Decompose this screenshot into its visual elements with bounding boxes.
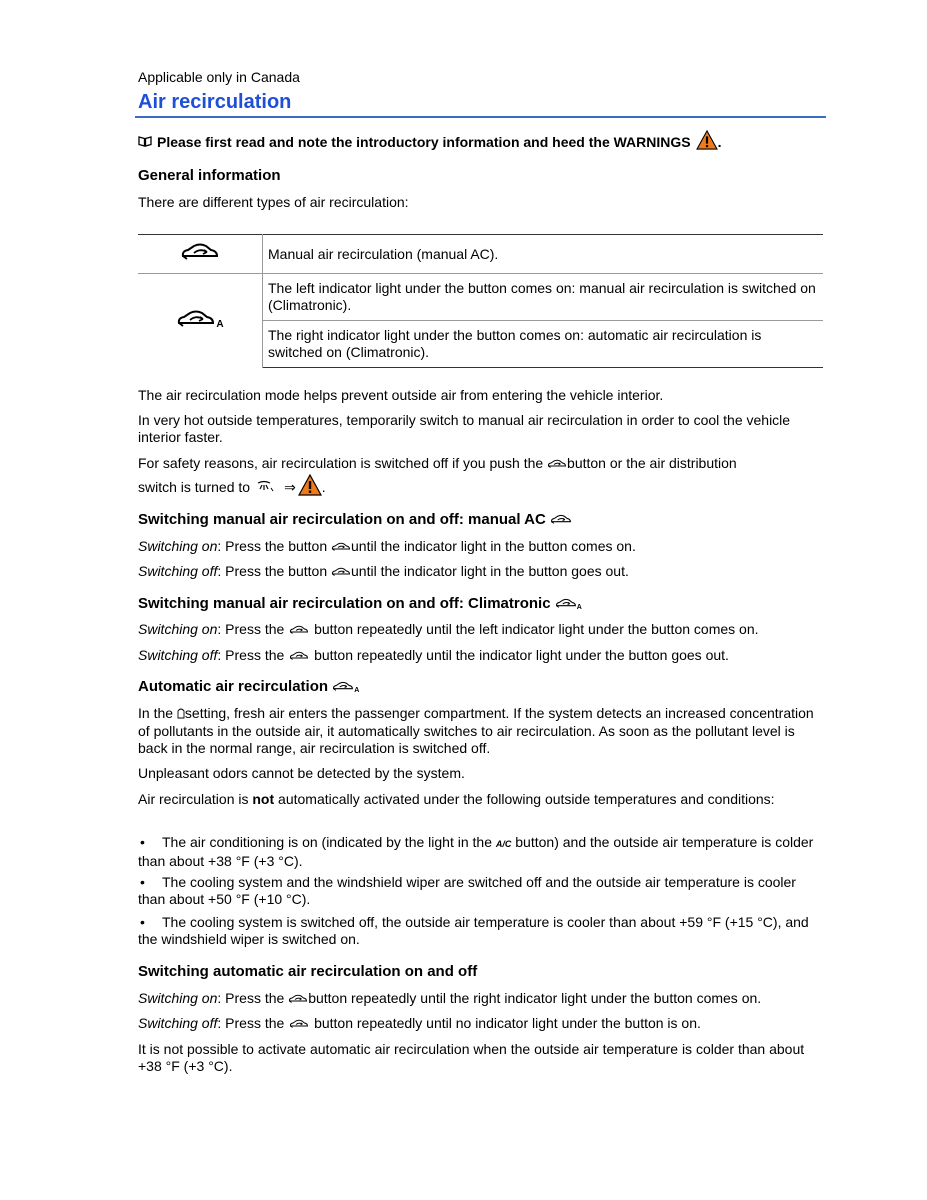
bullet: • (140, 834, 145, 850)
auto-setting-icon (177, 706, 185, 723)
table-icon-cell (138, 235, 263, 274)
text-run: For safety reasons, air recirculation is switched off if you push the (138, 455, 544, 471)
page-title: Air recirculation (138, 91, 292, 113)
text-run: : Press the (217, 647, 285, 663)
recirculation-types-table (138, 234, 823, 368)
text-run: . (321, 478, 326, 495)
recirculation-car-icon (331, 539, 351, 556)
text-run: button) and the outside air temperature is colder than about +38 °F (+3 °C). (138, 834, 814, 869)
list-item (138, 834, 823, 870)
recirculation-car-icon (550, 512, 572, 529)
text-run: : Press the button (217, 538, 328, 554)
manual-ac-heading (138, 511, 572, 529)
title-underline (135, 116, 826, 118)
general-info-intro: There are different types of air recirculation: (138, 194, 409, 210)
text-run: setting, fresh air enters the passenger compartment. If the system detects an increased concentration of pollutants in the outside air, it automatically switches to air recirculation. As soon as the pollutant level is back in the normal range, air recirculation is switched off. (138, 705, 814, 756)
table-row (138, 235, 823, 274)
heading-text: Switching manual air recirculation on and off: Climatronic (138, 595, 551, 612)
text-run: button repeatedly until no indicator light under the button is on. (314, 1015, 701, 1031)
text-run: until the indicator light in the button comes on. (351, 538, 636, 554)
text-run: button repeatedly until the left indicator light under the button comes on. (314, 621, 759, 637)
notice-text: Please first read and note the introductory information and heed the WARNINGS (157, 133, 691, 150)
notice-end: . (717, 133, 722, 150)
bold-text: not (252, 791, 275, 807)
paragraph (138, 621, 823, 639)
text-run: automatically activated under the following outside temperatures and conditions: (278, 791, 775, 807)
text-run: switch is turned to (138, 478, 251, 495)
warnings-notice (138, 130, 722, 153)
general-info-heading: General information (138, 167, 281, 184)
list-item (138, 914, 823, 948)
recirculation-auto-icon (288, 622, 310, 639)
switching-auto-heading: Switching automatic air recirculation on and off (138, 963, 478, 980)
recirculation-auto-icon (288, 991, 308, 1008)
paragraph (138, 791, 823, 808)
recirculation-auto-icon (288, 1016, 310, 1033)
applicability-note: Applicable only in Canada (138, 69, 300, 85)
table-icon-cell (138, 274, 263, 368)
recirculation-auto-icon: A (555, 596, 582, 613)
automatic-heading (138, 678, 359, 696)
paragraph: It is not possible to activate automatic air recirculation when the outside air temperature is colder than about +38 °F (+3 °C). (138, 1041, 805, 1074)
italic-label: Switching on (138, 990, 218, 1006)
paragraph (138, 563, 823, 581)
text-run: button repeatedly until the right indicator light under the button comes on. (308, 990, 762, 1006)
warning-triangle-icon[interactable] (696, 130, 718, 153)
climatronic-heading (138, 595, 582, 613)
italic-label: Switching off (138, 563, 218, 579)
arrow-ref: ⇒ (284, 478, 296, 495)
auto-letter: A (216, 319, 224, 331)
paragraph (138, 538, 823, 556)
italic-label: Switching off (138, 647, 218, 663)
text-run: The cooling system and the windshield wiper are switched off and the outside air temperature is cooler than about +50 °F (+10 °C). (138, 874, 796, 907)
ac-icon: A/C (495, 839, 512, 849)
bullet: • (140, 874, 145, 890)
table-cell: The left indicator light under the button comes on: manual air recirculation is switched on (Climatronic). (263, 274, 824, 321)
list-item (138, 874, 823, 908)
text-run: until the indicator light in the button goes out. (351, 563, 629, 579)
book-icon (138, 134, 152, 150)
paragraph (138, 1015, 823, 1033)
table-cell: Manual air recirculation (manual AC). (263, 235, 824, 274)
heading-text: Automatic air recirculation (138, 678, 329, 695)
text-run: : Press the (217, 621, 285, 637)
text-run: The cooling system is switched off, the outside air temperature is cooler than about +59 °F (+15 °C), and the windshield wiper is switched on. (138, 914, 809, 947)
text-run: : Press the (217, 1015, 285, 1031)
recirculation-car-icon (331, 564, 351, 581)
italic-label: Switching on (138, 538, 218, 554)
bullet: • (140, 914, 145, 930)
recirculation-auto-icon (176, 309, 216, 333)
paragraph (138, 474, 823, 500)
text-run: The air conditioning is on (indicated by the light in the (162, 834, 492, 850)
text-run: : Press the (217, 990, 285, 1006)
text-run: button or the air distribution (567, 455, 737, 471)
text-run: : Press the button (217, 563, 328, 579)
table-cell: The right indicator light under the button comes on: automatic air recirculation is switched on (Climatronic). (263, 321, 824, 368)
paragraph: Unpleasant odors cannot be detected by the system. (138, 765, 465, 781)
defrost-icon (256, 479, 274, 496)
italic-label: Switching off (138, 1015, 218, 1031)
warning-triangle-icon[interactable] (298, 474, 322, 500)
heading-text: Switching manual air recirculation on and off: manual AC (138, 511, 546, 528)
italic-label: Switching on (138, 621, 218, 637)
recirculation-car-icon (180, 242, 220, 266)
text-run: button repeatedly until the indicator light under the button goes out. (314, 647, 729, 663)
paragraph (138, 455, 823, 473)
paragraph (138, 647, 823, 665)
text-run: Air recirculation is (138, 791, 249, 807)
paragraph (138, 990, 823, 1008)
table-row (138, 274, 823, 321)
recirculation-auto-icon (288, 648, 310, 665)
recirculation-auto-icon: A (332, 679, 359, 696)
text-run: In the (138, 705, 174, 721)
paragraph (138, 705, 823, 757)
paragraph: In very hot outside temperatures, temporarily switch to manual air recirculation in order to cool the vehicle interior faster. (138, 412, 791, 445)
recirculation-auto-icon (547, 456, 567, 473)
paragraph: The air recirculation mode helps prevent outside air from entering the vehicle interior. (138, 387, 664, 403)
